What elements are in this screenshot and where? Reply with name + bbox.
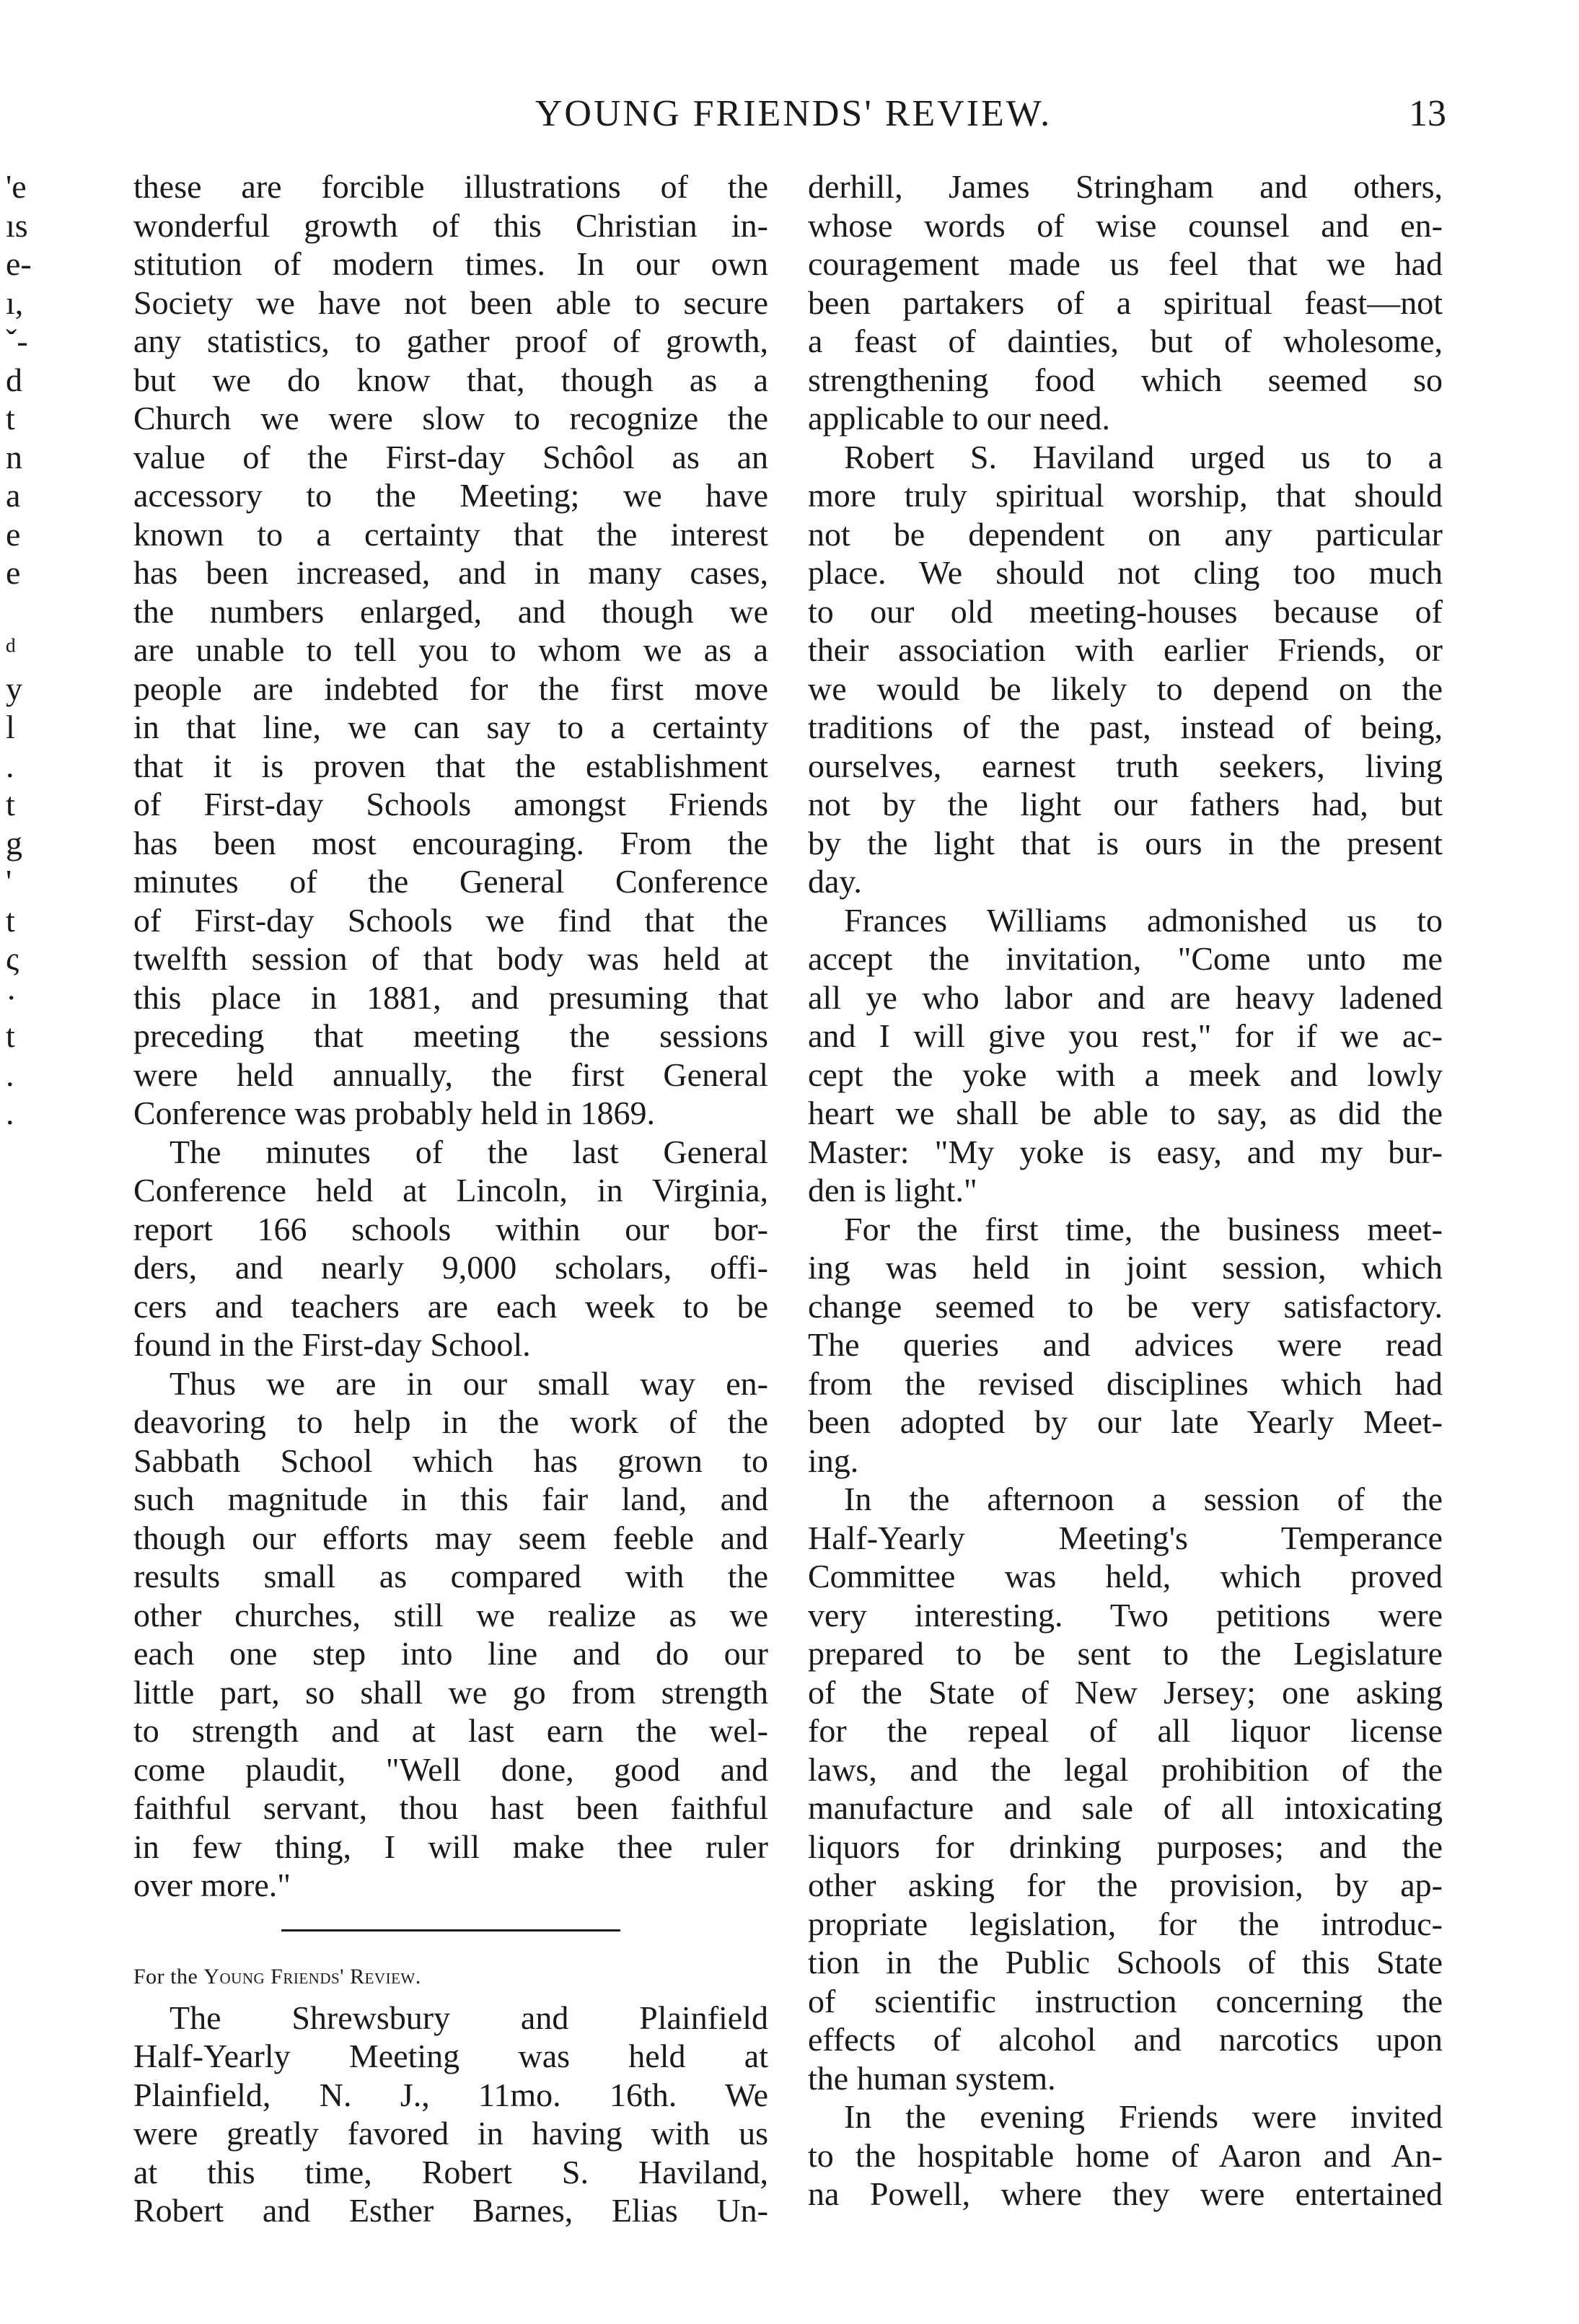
text-line: ing was held in joint session, which	[808, 1249, 1443, 1286]
margin-fragment: ς	[6, 940, 19, 977]
text-line: Robert and Esther Barnes, Elias Un-	[133, 2192, 768, 2229]
text-line: were greatly favored in having with us	[133, 2115, 768, 2152]
text-line: ourselves, earnest truth seekers, living	[808, 747, 1443, 784]
text-line: though our efforts may seem feeble and	[133, 1519, 768, 1556]
left-column	[133, 167, 768, 2230]
text-line: value of the First-day Schôol as an	[133, 438, 768, 475]
margin-fragment: '	[6, 863, 12, 900]
text-line: but we do know that, though as a	[133, 361, 768, 398]
text-line: twelfth session of that body was held at	[133, 940, 768, 977]
text-line: liquors for drinking purposes; and the	[808, 1828, 1443, 1865]
text-line: to the hospitable home of Aaron and An-	[808, 2136, 1443, 2174]
text-line: place. We should not cling too much	[808, 554, 1443, 591]
margin-fragment: t	[6, 786, 15, 823]
text-line: The minutes of the last General	[170, 1133, 768, 1170]
text-line: change seemed to be very satisfactory.	[808, 1287, 1443, 1325]
text-line: Society we have not been able to secure	[133, 284, 768, 321]
text-line: effects of alcohol and narcotics upon	[808, 2021, 1443, 2058]
text-line: other churches, still we realize as we	[133, 1596, 768, 1634]
text-line: has been most encouraging. From the	[133, 824, 768, 861]
article-credit	[133, 1955, 768, 1999]
text-line: over more."	[133, 1867, 291, 1903]
text-line: such magnitude in this fair land, and	[133, 1481, 768, 1517]
paragraph	[133, 1364, 768, 1905]
text-line: been partakers of a spiritual feast—not	[808, 284, 1443, 321]
text-line: people are indebted for the first move	[133, 670, 768, 707]
paragraph	[808, 1480, 1443, 2097]
text-line: accessory to the Meeting; we have	[133, 477, 768, 514]
section-divider	[281, 1929, 620, 1931]
text-line: of First-day Schools amongst Friends	[133, 786, 768, 823]
margin-fragment: e	[6, 554, 21, 591]
text-line: In the evening Friends were invited	[844, 2098, 1443, 2135]
margin-fragment: ı,	[6, 284, 24, 321]
text-line: of First-day Schools we find that the	[133, 901, 768, 939]
text-line: we would be likely to depend on the	[808, 670, 1443, 707]
text-line: The queries and advices were read	[808, 1326, 1443, 1363]
paragraph	[133, 1999, 768, 2230]
running-head: YOUNG FRIENDS' REVIEW.	[535, 93, 1052, 134]
text-line: Church we were slow to recognize the	[133, 400, 768, 437]
text-line: prepared to be sent to the Legislature	[808, 1635, 1443, 1672]
margin-fragment	[6, 592, 63, 631]
text-line: The Shrewsbury and Plainfield	[170, 1999, 768, 2036]
text-line: to our old meeting-houses because of	[808, 592, 1443, 630]
text-line: report 166 schools within our bor-	[133, 1210, 768, 1247]
text-line: has been increased, and in many cases,	[133, 554, 768, 591]
text-line: their association with earlier Friends, or	[808, 631, 1443, 668]
text-line: for the repeal of all liquor license	[808, 1712, 1443, 1749]
text-line: couragement made us feel that we had	[808, 245, 1443, 282]
text-line: of the State of New Jersey; one asking	[808, 1673, 1443, 1711]
margin-fragment: ıs	[6, 206, 28, 244]
text-line: these are forcible illustrations of the	[133, 168, 768, 205]
text-line: preceding that meeting the sessions	[133, 1017, 768, 1054]
text-line: Conference held at Lincoln, in Virginia,	[133, 1172, 768, 1209]
margin-fragment: e	[6, 515, 21, 553]
text-line: each one step into line and do our	[133, 1635, 768, 1672]
text-line: little part, so shall we go from strength	[133, 1673, 768, 1711]
text-line: In the afternoon a session of the	[844, 1481, 1443, 1517]
text-line: stitution of modern times. In our own	[133, 245, 768, 282]
text-line: tion in the Public Schools of this State	[808, 1944, 1443, 1981]
text-line: faithful servant, thou hast been faithful	[133, 1789, 768, 1826]
text-line: known to a certainty that the interest	[133, 515, 768, 553]
text-line: heart we shall be able to say, as did the	[808, 1095, 1443, 1131]
text-line: propriate legislation, for the introduc-	[808, 1905, 1443, 1942]
text-line: the numbers enlarged, and though we	[133, 592, 768, 630]
credit-prefix: For the	[133, 1964, 198, 1988]
text-line: manufacture and sale of all intoxicating	[808, 1789, 1443, 1826]
text-line: na Powell, where they were entertained	[808, 2175, 1443, 2212]
margin-fragment: g	[6, 824, 22, 861]
text-line: of scientific instruction concerning the	[808, 1982, 1443, 2020]
paragraph	[808, 167, 1443, 438]
margin-fragment: e-	[6, 245, 32, 282]
margin-fragment: d	[6, 361, 22, 398]
text-line: Plainfield, N. J., 11mo. 16th. We	[133, 2076, 768, 2113]
paragraph	[808, 901, 1443, 1210]
text-line: Half-Yearly Meeting was held at	[133, 2038, 768, 2074]
text-line: day.	[808, 863, 862, 900]
text-line: strengthening food which seemed so	[808, 361, 1443, 398]
paragraph	[133, 1133, 768, 1364]
margin-fragment: .	[6, 1095, 14, 1131]
text-line: were held annually, the first General	[133, 1056, 768, 1093]
credit-publication: Young Friends' Review.	[203, 1964, 421, 1988]
text-line: in few thing, I will make thee ruler	[133, 1828, 768, 1865]
text-line: traditions of the past, instead of being,	[808, 709, 1443, 745]
text-line: den is light."	[808, 1172, 977, 1209]
margin-fragment: n	[6, 438, 22, 475]
text-line: ing.	[808, 1442, 859, 1479]
text-line: in that line, we can say to a certainty	[133, 709, 768, 745]
margin-fragment: t	[6, 1017, 15, 1054]
text-line: cept the yoke with a meek and lowly	[808, 1056, 1443, 1093]
text-line: minutes of the General Conference	[133, 863, 768, 900]
text-line: ders, and nearly 9,000 scholars, offi-	[133, 1249, 768, 1286]
margin-fragment: ˇ-	[6, 323, 28, 359]
text-line: at this time, Robert S. Haviland,	[133, 2153, 768, 2191]
text-line: Conference was probably held in 1869.	[133, 1095, 656, 1131]
text-line: other asking for the provision, by ap-	[808, 1867, 1443, 1903]
margin-fragment: .	[6, 1056, 14, 1093]
text-line: this place in 1881, and presuming that	[133, 978, 768, 1016]
text-line: Robert S. Haviland urged us to a	[844, 438, 1443, 475]
text-line: that it is proven that the establishment	[133, 747, 768, 784]
text-line: Sabbath School which has grown to	[133, 1442, 768, 1479]
text-line: are unable to tell you to whom we as a	[133, 631, 768, 668]
text-line: come plaudit, "Well done, good and	[133, 1750, 768, 1788]
text-line: any statistics, to gather proof of growth,	[133, 323, 768, 359]
margin-fragment: a	[6, 477, 21, 514]
text-line: by the light that is ours in the present	[808, 824, 1443, 861]
margin-fragment: ᵈ	[6, 631, 17, 668]
text-line: Committee was held, which proved	[808, 1558, 1443, 1595]
margin-fragment: l	[6, 709, 15, 745]
paragraph	[133, 167, 768, 1133]
text-line: Thus we are in our small way en-	[170, 1364, 768, 1402]
margin-fragment: ·	[6, 978, 17, 1016]
margin-fragment: y	[6, 670, 22, 707]
paragraph	[808, 438, 1443, 901]
text-line: Frances Williams admonished us to	[844, 901, 1443, 939]
text-line: Master: "My yoke is easy, and my bur-	[808, 1133, 1443, 1170]
paragraph	[808, 2097, 1443, 2214]
text-line: not be dependent on any particular	[808, 515, 1443, 553]
paragraph	[808, 1210, 1443, 1481]
margin-fragment: .	[6, 747, 14, 784]
text-line: whose words of wise counsel and en-	[808, 206, 1443, 244]
adjacent-page-margin	[6, 167, 63, 1133]
text-line: the human system.	[808, 2059, 1056, 2097]
text-line: found in the First-day School.	[133, 1326, 531, 1363]
text-line: cers and teachers are each week to be	[133, 1287, 768, 1325]
text-line: laws, and the legal prohibition of the	[808, 1750, 1443, 1788]
text-line: from the revised disciplines which had	[808, 1364, 1443, 1402]
margin-fragment: t	[6, 400, 15, 437]
text-line: accept the invitation, "Come unto me	[808, 940, 1443, 977]
text-line: not by the light our fathers had, but	[808, 786, 1443, 823]
right-column	[808, 167, 1443, 2214]
text-line: been adopted by our late Yearly Meet-	[808, 1403, 1443, 1440]
text-line: to strength and at last earn the wel-	[133, 1712, 768, 1749]
margin-fragment: 'e	[6, 168, 27, 205]
margin-fragment: t	[6, 901, 15, 939]
text-line: derhill, James Stringham and others,	[808, 168, 1443, 205]
text-line: and I will give you rest," for if we ac-	[808, 1017, 1443, 1054]
text-line: Half-Yearly Meeting's Temperance	[808, 1519, 1443, 1556]
text-line: a feast of dainties, but of wholesome,	[808, 323, 1443, 359]
text-line: For the first time, the business meet-	[844, 1210, 1443, 1247]
text-line: very interesting. Two petitions were	[808, 1596, 1443, 1634]
text-line: all ye who labor and are heavy ladened	[808, 978, 1443, 1016]
text-line: wonderful growth of this Christian in-	[133, 206, 768, 244]
page-number: 13	[1409, 93, 1446, 134]
text-line: deavoring to help in the work of the	[133, 1403, 768, 1440]
text-line: more truly spiritual worship, that should	[808, 477, 1443, 514]
text-line: applicable to our need.	[808, 400, 1110, 437]
text-line: results small as compared with the	[133, 1558, 768, 1595]
